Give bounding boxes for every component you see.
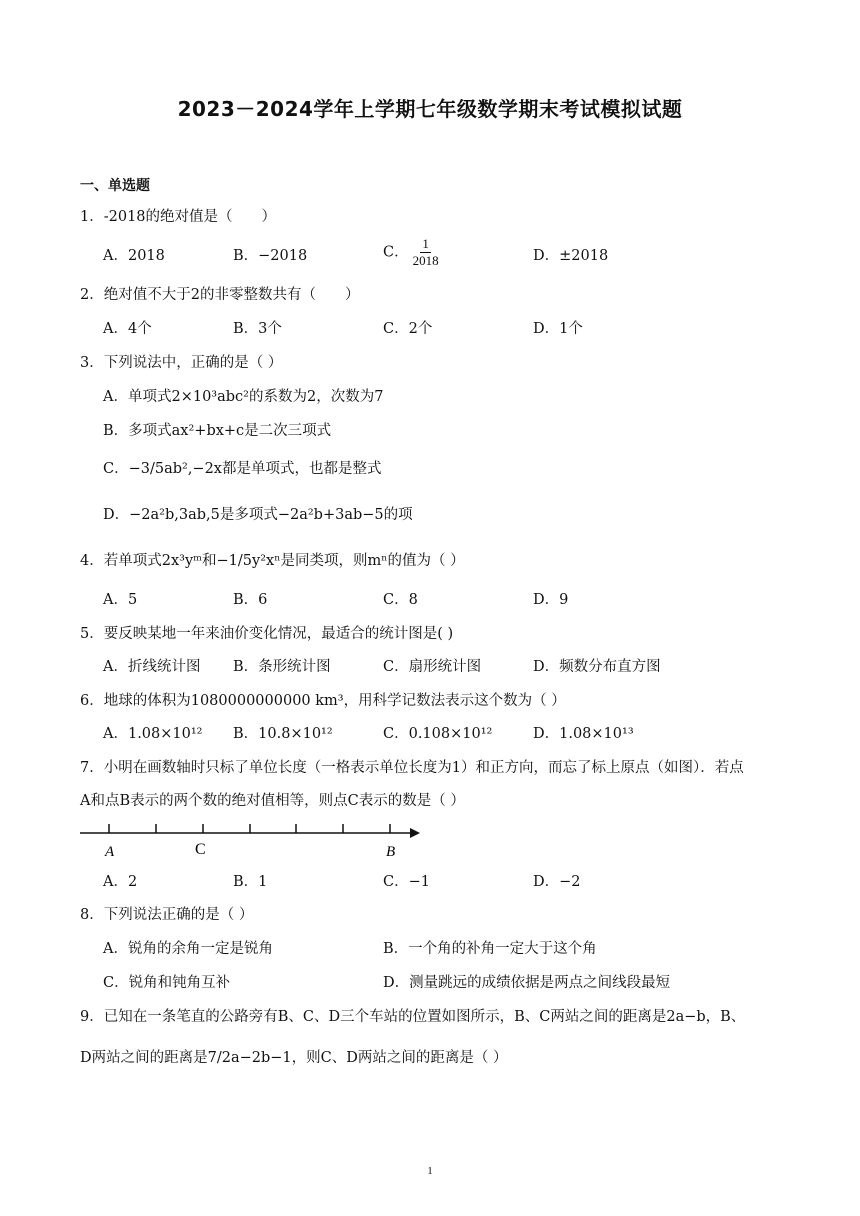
q2-option-d: D．1个 [533,321,583,337]
q3-option-a: A．单项式2×10³abc²的系数为2，次数为7 [103,389,384,405]
question-7-line-1: 7．小明在画数轴时只标了单位长度（一格表示单位长度为1）和正方向，而忘了标上原点（如图）．若点 [80,760,744,776]
q8-option-a: A．锐角的余角一定是锐角 [103,941,273,957]
fraction-denominator: 2018 [412,253,439,268]
q4-option-b: B．6 [233,592,268,608]
q1-option-b: B．−2018 [233,248,308,264]
q7-option-c: C．−1 [383,874,430,890]
q7-option-b: B．1 [233,874,268,890]
q4-option-a: A．5 [103,592,138,608]
question-3: 3．下列说法中，正确的是（ ） [80,355,283,371]
q6-option-c: C．0.108×10¹² [383,726,493,742]
q5-option-c: C．扇形统计图 [383,659,482,675]
q5-option-b: B．条形统计图 [233,659,331,675]
q5-option-a: A．折线统计图 [103,659,201,675]
question-4: 4．若单项式2x³yᵐ和−1/5y²xⁿ是同类项，则mⁿ的值为（ ） [80,553,465,569]
arrow-right-icon [410,828,420,838]
point-b-label: B [386,844,396,860]
q8-option-d: D．测量跳远的成绩依据是两点之间线段最短 [383,975,671,991]
q3-option-b: B．多项式ax²+bx+c是二次三项式 [103,423,332,439]
q1-option-c-label: C． [383,244,409,261]
question-7-line-2: A和点B表示的两个数的绝对值相等，则点C表示的数是（ ） [80,793,465,809]
number-line-figure [78,818,428,866]
q2-option-b: B．3个 [233,321,282,337]
page-title: 2023－2024学年上学期七年级数学期末考试模拟试题 [177,97,683,121]
section-heading: 一、单选题 [80,178,150,194]
q4-option-c: C．8 [383,592,418,608]
question-8: 8．下列说法正确的是（ ） [80,907,254,923]
point-c-label: C [195,841,206,858]
page-number: 1 [427,1165,433,1177]
q6-option-a: A．1.08×10¹² [103,726,203,742]
q1-option-d: D．±2018 [533,248,609,264]
fraction-numerator: 1 [422,236,429,251]
q1-option-a: A．2018 [103,248,165,264]
q2-option-c: C．2个 [383,321,433,337]
question-9-line-1: 9．已知在一条笔直的公路旁有B、C、D三个车站的位置如图所示，B、C两站之间的距离是2a−b，B、 [80,1009,746,1025]
q7-option-a: A．2 [103,874,138,890]
q6-option-d: D．1.08×10¹³ [533,726,634,742]
q4-option-d: D．9 [533,592,569,608]
q1-option-c [383,236,443,269]
q6-option-b: B．10.8×10¹² [233,726,333,742]
question-1: 1．-2018的绝对值是（ ） [80,209,277,225]
question-5: 5．要反映某地一年来油价变化情况，最适合的统计图是( ) [80,626,454,642]
question-2: 2．绝对值不大于2的非零整数共有（ ） [80,287,360,303]
fraction [411,236,441,269]
q5-option-d: D．频数分布直方图 [533,659,661,675]
q2-option-a: A．4个 [103,321,152,337]
q8-option-c: C．锐角和钝角互补 [103,975,231,991]
q7-option-d: D．−2 [533,874,581,890]
question-9-line-2: D两站之间的距离是7/2a−2b−1，则C、D两站之间的距离是（ ） [80,1050,508,1066]
q3-option-d: D．−2a²b,3ab,5是多项式−2a²b+3ab−5的项 [103,507,413,523]
q8-option-b: B．一个角的补角一定大于这个角 [383,941,597,957]
q3-option-c: C．−3/5ab²,−2x都是单项式，也都是整式 [103,461,382,477]
point-a-label: A [105,844,115,860]
question-6: 6．地球的体积为1080000000000 km³，用科学记数法表示这个数为（ ） [80,693,566,709]
tick-marks [109,824,390,833]
